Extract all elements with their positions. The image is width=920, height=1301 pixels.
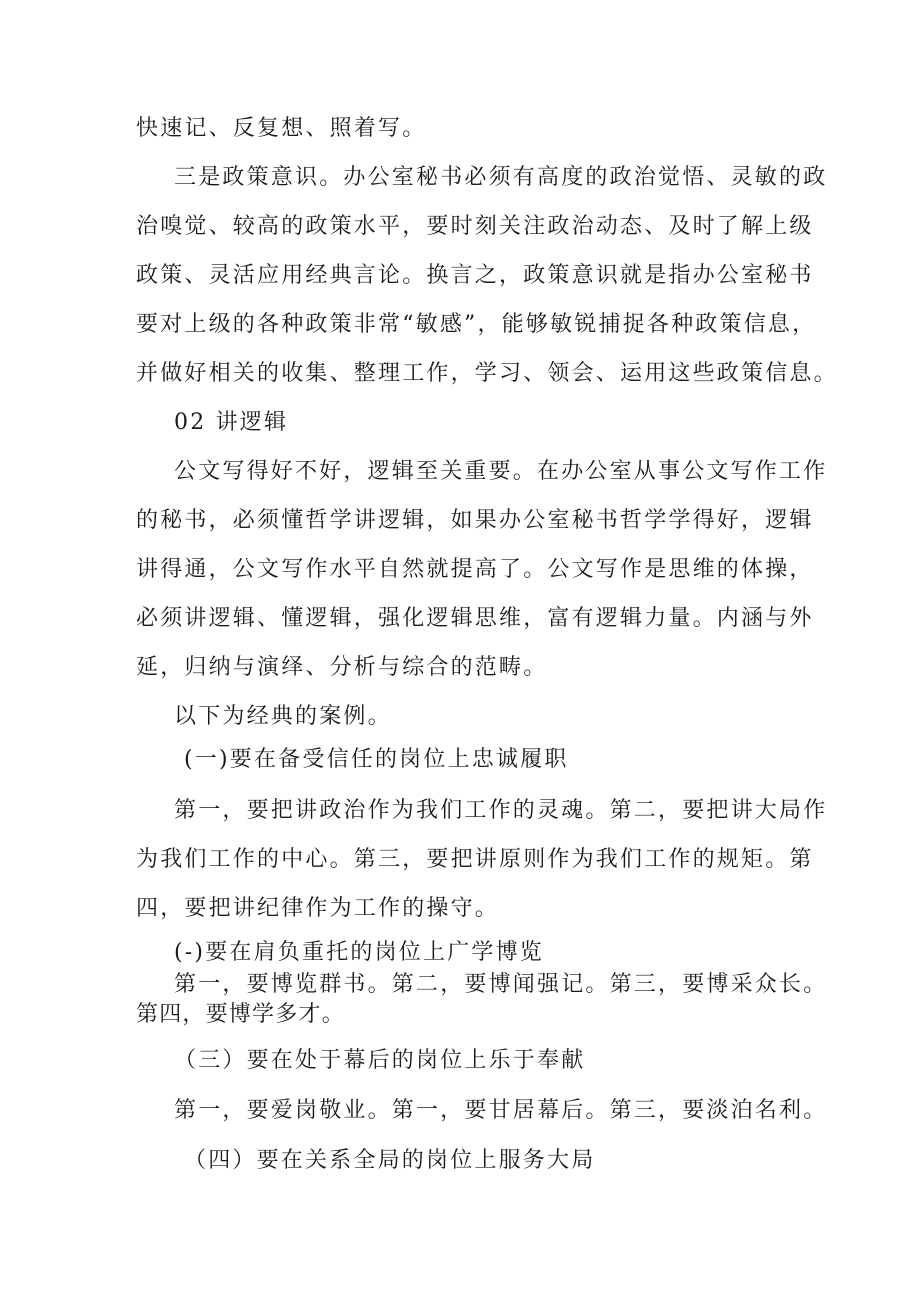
text-line: 政策、灵活应用经典言论。换言之，政策意识就是指办公室秘书	[136, 263, 814, 288]
paragraph-one: 第一，要把讲政治作为我们工作的灵魂。第二，要把讲大局作	[174, 798, 828, 823]
text-line: 第四，要博学多才。	[136, 1002, 345, 1027]
text-line: 治嗅觉、较高的政策水平，要时刻关注政治动态、及时了解上级	[136, 214, 814, 239]
text-line: 快速记、反复想、照着写。	[136, 116, 427, 141]
paragraph-two: 第一，要博览群书。第二，要博闻强记。第三，要博采众长。	[174, 972, 828, 997]
examples-intro: 以下为经典的案例。	[174, 704, 392, 729]
paragraph-logic: 公文写得好不好，逻辑至关重要。在办公室从事公文写作工作	[174, 459, 828, 484]
text-line: 为我们工作的中心。第三，要把讲原则作为我们工作的规矩。第	[136, 847, 814, 872]
subheading-two: (-)要在肩负重托的岗位上广学博览	[174, 940, 545, 965]
paragraph-policy-awareness: 三是政策意识。办公室秘书必须有高度的政治觉悟、灵敏的政	[174, 165, 828, 190]
text-line: 讲得通，公文写作水平自然就提高了。公文写作是思维的体操，	[136, 557, 814, 582]
paragraph-three: 第一，要爱岗敬业。第一，要甘居幕后。第三，要淡泊名利。	[174, 1098, 828, 1123]
text-line: 必须讲逻辑、懂逻辑，强化逻辑思维，富有逻辑力量。内涵与外	[136, 606, 814, 631]
subheading-four: （四）要在关系全局的岗位上服务大局	[184, 1148, 596, 1173]
text-line: 要对上级的各种政策非常“敏感”，能够敏锐捕捉各种政策信息，	[136, 312, 817, 337]
text-line: 延，归纳与演绎、分析与综合的范畴。	[136, 655, 548, 680]
subheading-three: （三）要在处于幕后的岗位上乐于奉献	[174, 1048, 586, 1073]
subheading-one: (一)要在备受信任的岗位上忠诚履职	[184, 747, 569, 772]
text-line: 的秘书，必须懂哲学讲逻辑，如果办公室秘书哲学学得好，逻辑	[136, 508, 814, 533]
text-line: 并做好相关的收集、整理工作，学习、领会、运用这些政策信息。	[136, 361, 838, 386]
section-heading-logic: 02 讲逻辑	[174, 410, 289, 435]
text-line: 四，要把讲纪律作为工作的操守。	[136, 896, 500, 921]
